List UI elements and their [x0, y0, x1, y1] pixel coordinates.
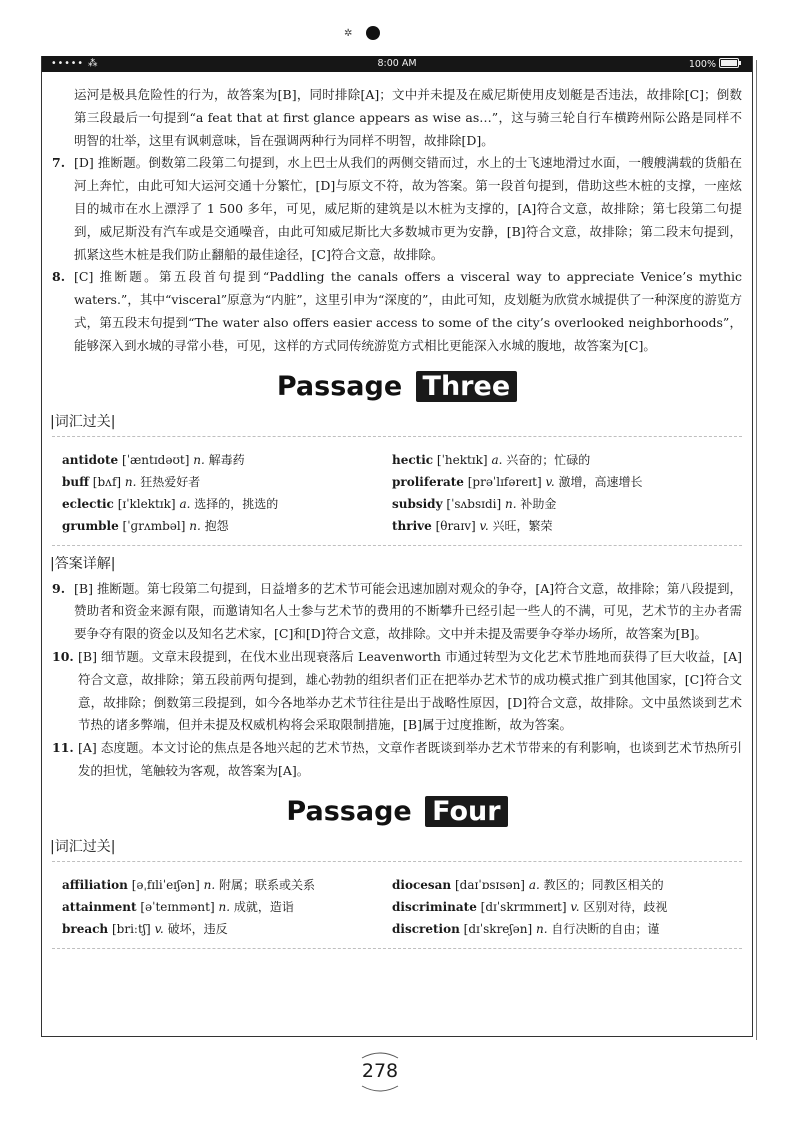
intro-paragraph: 运河是极具危险性的行为，故答案为[B]，同时排除[A]；文中并未提及在威尼斯使用皮划艇是否违法，故排除[C]；倒数第三段最后一句提到“a feat that at first glance appears as wise as…”，这与骑三轮自行车横跨州际公路是同样不明智的壮举，这里有讽刺意味，旨在强调两种行为同样不明智，故排除[D]。	[74, 87, 742, 148]
vocab-entry	[392, 449, 752, 471]
passage-word: Passage	[276, 370, 403, 402]
vocab-meaning: 激增，高速增长	[558, 474, 643, 489]
vocab-entry	[62, 449, 392, 471]
battery-label: 100%	[688, 59, 716, 70]
ornament-star-icon: ✲	[344, 28, 353, 39]
vocab-entry	[392, 471, 752, 493]
vocab-meaning: 教区的；同教区相关的	[543, 877, 664, 892]
vocab-entry	[392, 515, 752, 537]
vocab-phonetic: [ɪˈklektɪk]	[117, 496, 176, 511]
answer-text: [B] 细节题。文章末段提到，在伐木业出现衰落后 Leavenworth 市通过转型为文化艺术节胜地而获得了巨大收益，[A]符合文意，故排除；第五段前两句提到，雄心勃勃的组织者们正在把举办艺术节的成功模式推广到其他国家，[C]符合文意，故排除；倒数第三段提到，如今各地举办艺术节往往是出于战略性原因，[D]符合文意，故排除。文中虽然谈到艺术节热的诸多弊端，但并未提及权威机构将会采取限制措施，[B]属于过度推断，故为答案。	[78, 648, 742, 733]
vocab-meaning: 补助金	[520, 496, 557, 511]
answer-item-11	[52, 737, 742, 783]
vocab-word: grumble	[62, 518, 119, 533]
vocab-word: hectic	[392, 452, 434, 467]
vocab-word: subsidy	[392, 496, 443, 511]
answer-text: [B] 推断题。第七段第二句提到，日益增多的艺术节可能会迅速加剧对观众的争夺，[A]符合文意，故排除；第八段提到，赞助者和资金来源有限，而邀请知名人士参与艺术节的费用的不断攀升已经引起一些人的不满，可见，艺术节的主办者需要争夺有限的资金以及知名艺术家，[C]和[D]符合文意，故排除。文中并未提及需要争夺举办场所，故答案为[B]。	[74, 580, 742, 642]
vocab-entry	[62, 896, 392, 918]
signal-indicator: ••••• ⁂	[51, 58, 99, 69]
vocab-entry	[392, 918, 752, 940]
vocab-meaning: 附属；联系或关系	[218, 877, 315, 892]
answer-number: 10.	[52, 648, 74, 664]
vocab-pos: n.	[124, 474, 137, 489]
vocab-phonetic: [ˈɡrʌmbəl]	[122, 518, 186, 533]
vocab-pos: v.	[570, 899, 580, 914]
vocab-pos: n.	[193, 452, 205, 467]
vocab-phonetic: [briːtʃ]	[111, 921, 151, 936]
vocab-pos: n.	[536, 921, 548, 936]
vocab-phonetic: [prəˈlɪfəreɪt]	[467, 474, 542, 489]
vocab-label: |词汇过关|	[50, 838, 116, 855]
vocab-pos: n.	[203, 877, 216, 892]
status-time: 8:00 AM	[377, 58, 417, 69]
answer-number: 7.	[52, 155, 66, 171]
ornament-dot-icon	[366, 26, 380, 40]
vocab-entry	[62, 471, 392, 493]
vocab-list-four	[52, 862, 742, 948]
vocab-entry	[62, 493, 392, 515]
vocab-meaning: 狂热爱好者	[140, 474, 201, 489]
answer-item-9	[52, 578, 742, 646]
vocab-word: breach	[62, 921, 109, 936]
vocab-word: buff	[62, 474, 89, 489]
divider	[52, 545, 742, 546]
page-content	[52, 84, 742, 949]
vocab-phonetic: [dɪˈskreʃən]	[463, 921, 533, 936]
vocab-word: attainment	[62, 899, 137, 914]
vocab-pos: v.	[545, 474, 555, 489]
top-ornament	[340, 24, 400, 46]
vocab-meaning: 成就，造诣	[233, 899, 294, 914]
vocab-pos: n.	[218, 899, 231, 914]
vocab-meaning: 选择的，挑选的	[194, 496, 279, 511]
vocab-phonetic: [ˈsʌbsɪdi]	[446, 496, 502, 511]
passage-three-heading	[52, 368, 742, 406]
vocab-meaning: 破坏，违反	[167, 921, 228, 936]
vocab-pos: a.	[528, 877, 540, 892]
vocab-pos: v.	[154, 921, 164, 936]
vocab-label: |词汇过关|	[50, 413, 116, 430]
passage-four-heading	[52, 793, 742, 831]
answers-label: |答案详解|	[50, 555, 116, 572]
vocab-meaning: 兴奋的；忙碌的	[506, 452, 591, 467]
vocab-entry	[392, 896, 752, 918]
vocab-word: affiliation	[62, 877, 128, 892]
vocab-entry	[62, 918, 392, 940]
vocab-phonetic: [əˈteɪnmənt]	[140, 899, 215, 914]
vocab-phonetic: [bʌf]	[92, 474, 122, 489]
vocab-entry	[62, 515, 392, 537]
page-number-text: 278	[361, 1060, 399, 1082]
vocab-entry	[392, 493, 752, 515]
vocab-word: thrive	[392, 518, 432, 533]
divider	[52, 948, 742, 949]
answer-text: [A] 态度题。本文讨论的焦点是各地兴起的艺术节热，文章作者既谈到举办艺术节带来的有利影响，也谈到艺术节热所引发的担忧，笔触较为客观，故答案为[A]。	[78, 740, 742, 778]
vocab-meaning: 解毒药	[208, 452, 245, 467]
vocab-pos: a.	[179, 496, 191, 511]
answer-number: 9.	[52, 580, 66, 596]
page-edge	[756, 60, 757, 1040]
answer-item-7	[52, 152, 742, 266]
answer-text: [D] 推断题。倒数第二段第二句提到，水上巴士从我们的两侧交错而过，水上的士飞速地滑过水面，一艘艘满载的货船在河上奔忙，由此可知大运河交通十分繁忙，[D]与原文不符，故为答案。第一段首句提到，借助这些木桩的支撑，一座炫目的城市在水上漂浮了 1 500 多年，可见，威尼斯的建筑是以木桩为支撑的，[A]符合文意，故排除；第七段第二句提到，威尼斯没有汽车或是交通噪音，由此可知威尼斯比大多数城市更为安静，[B]符合文意，故排除；第二段末句提到，抓紧这些木桩是我们防止翻船的最佳途径，[C]符合文意，故排除。	[74, 155, 742, 262]
vocab-word: proliferate	[392, 474, 464, 489]
vocab-phonetic: [daɪˈɒsɪsən]	[454, 877, 525, 892]
vocab-meaning: 自行决断的自由；谨	[551, 921, 660, 936]
vocab-phonetic: [ˈhektɪk]	[436, 452, 488, 467]
answer-number: 8.	[52, 269, 66, 285]
answer-number: 11.	[52, 740, 74, 756]
answer-item-8	[52, 266, 742, 357]
vocab-phonetic: [ˈæntɪdəʊt]	[122, 452, 190, 467]
vocab-word: diocesan	[392, 877, 452, 892]
vocab-pos: a.	[491, 452, 503, 467]
vocab-meaning: 兴旺，繁荣	[492, 518, 553, 533]
page-number	[350, 1046, 410, 1096]
passage-number-badge: Three	[416, 371, 518, 402]
passage-number-badge: Four	[425, 796, 507, 827]
answer-item-10	[52, 646, 742, 737]
vocab-word: antidote	[62, 452, 119, 467]
vocab-phonetic: [dɪˈskrɪmɪneɪt]	[480, 899, 567, 914]
vocab-word: eclectic	[62, 496, 114, 511]
vocab-entry	[392, 874, 752, 896]
vocab-phonetic: [θraɪv]	[435, 518, 476, 533]
vocab-word: discriminate	[392, 899, 477, 914]
vocab-meaning: 区别对待，歧视	[583, 899, 668, 914]
vocab-list-three	[52, 437, 742, 545]
answer-text: [C] 推断题。第五段首句提到“Paddling the canals offers a visceral way to appreciate Venice’s mythic waters.”，其中“visceral”原意为“内脏”，这里引申为“深度的”，由此可知，皮划艇为欣赏水城提供了一种深度的游览方式，第五段末句提到“The water also offers easier access to some of the city’s overlooked neighborhoods”，能够深入到水城的寻常小巷，可见，这样的方式同传统游览方式相比更能深入水城的腹地，故答案为[C]。	[74, 269, 742, 353]
vocab-phonetic: [əˌfɪliˈeɪʃən]	[131, 877, 200, 892]
vocab-word: discretion	[392, 921, 460, 936]
vocab-pos: n.	[505, 496, 517, 511]
vocab-entry	[62, 874, 392, 896]
vocab-pos: v.	[479, 518, 489, 533]
passage-word: Passage	[286, 795, 412, 827]
vocab-meaning: 抱怨	[204, 518, 229, 533]
vocab-pos: n.	[189, 518, 201, 533]
